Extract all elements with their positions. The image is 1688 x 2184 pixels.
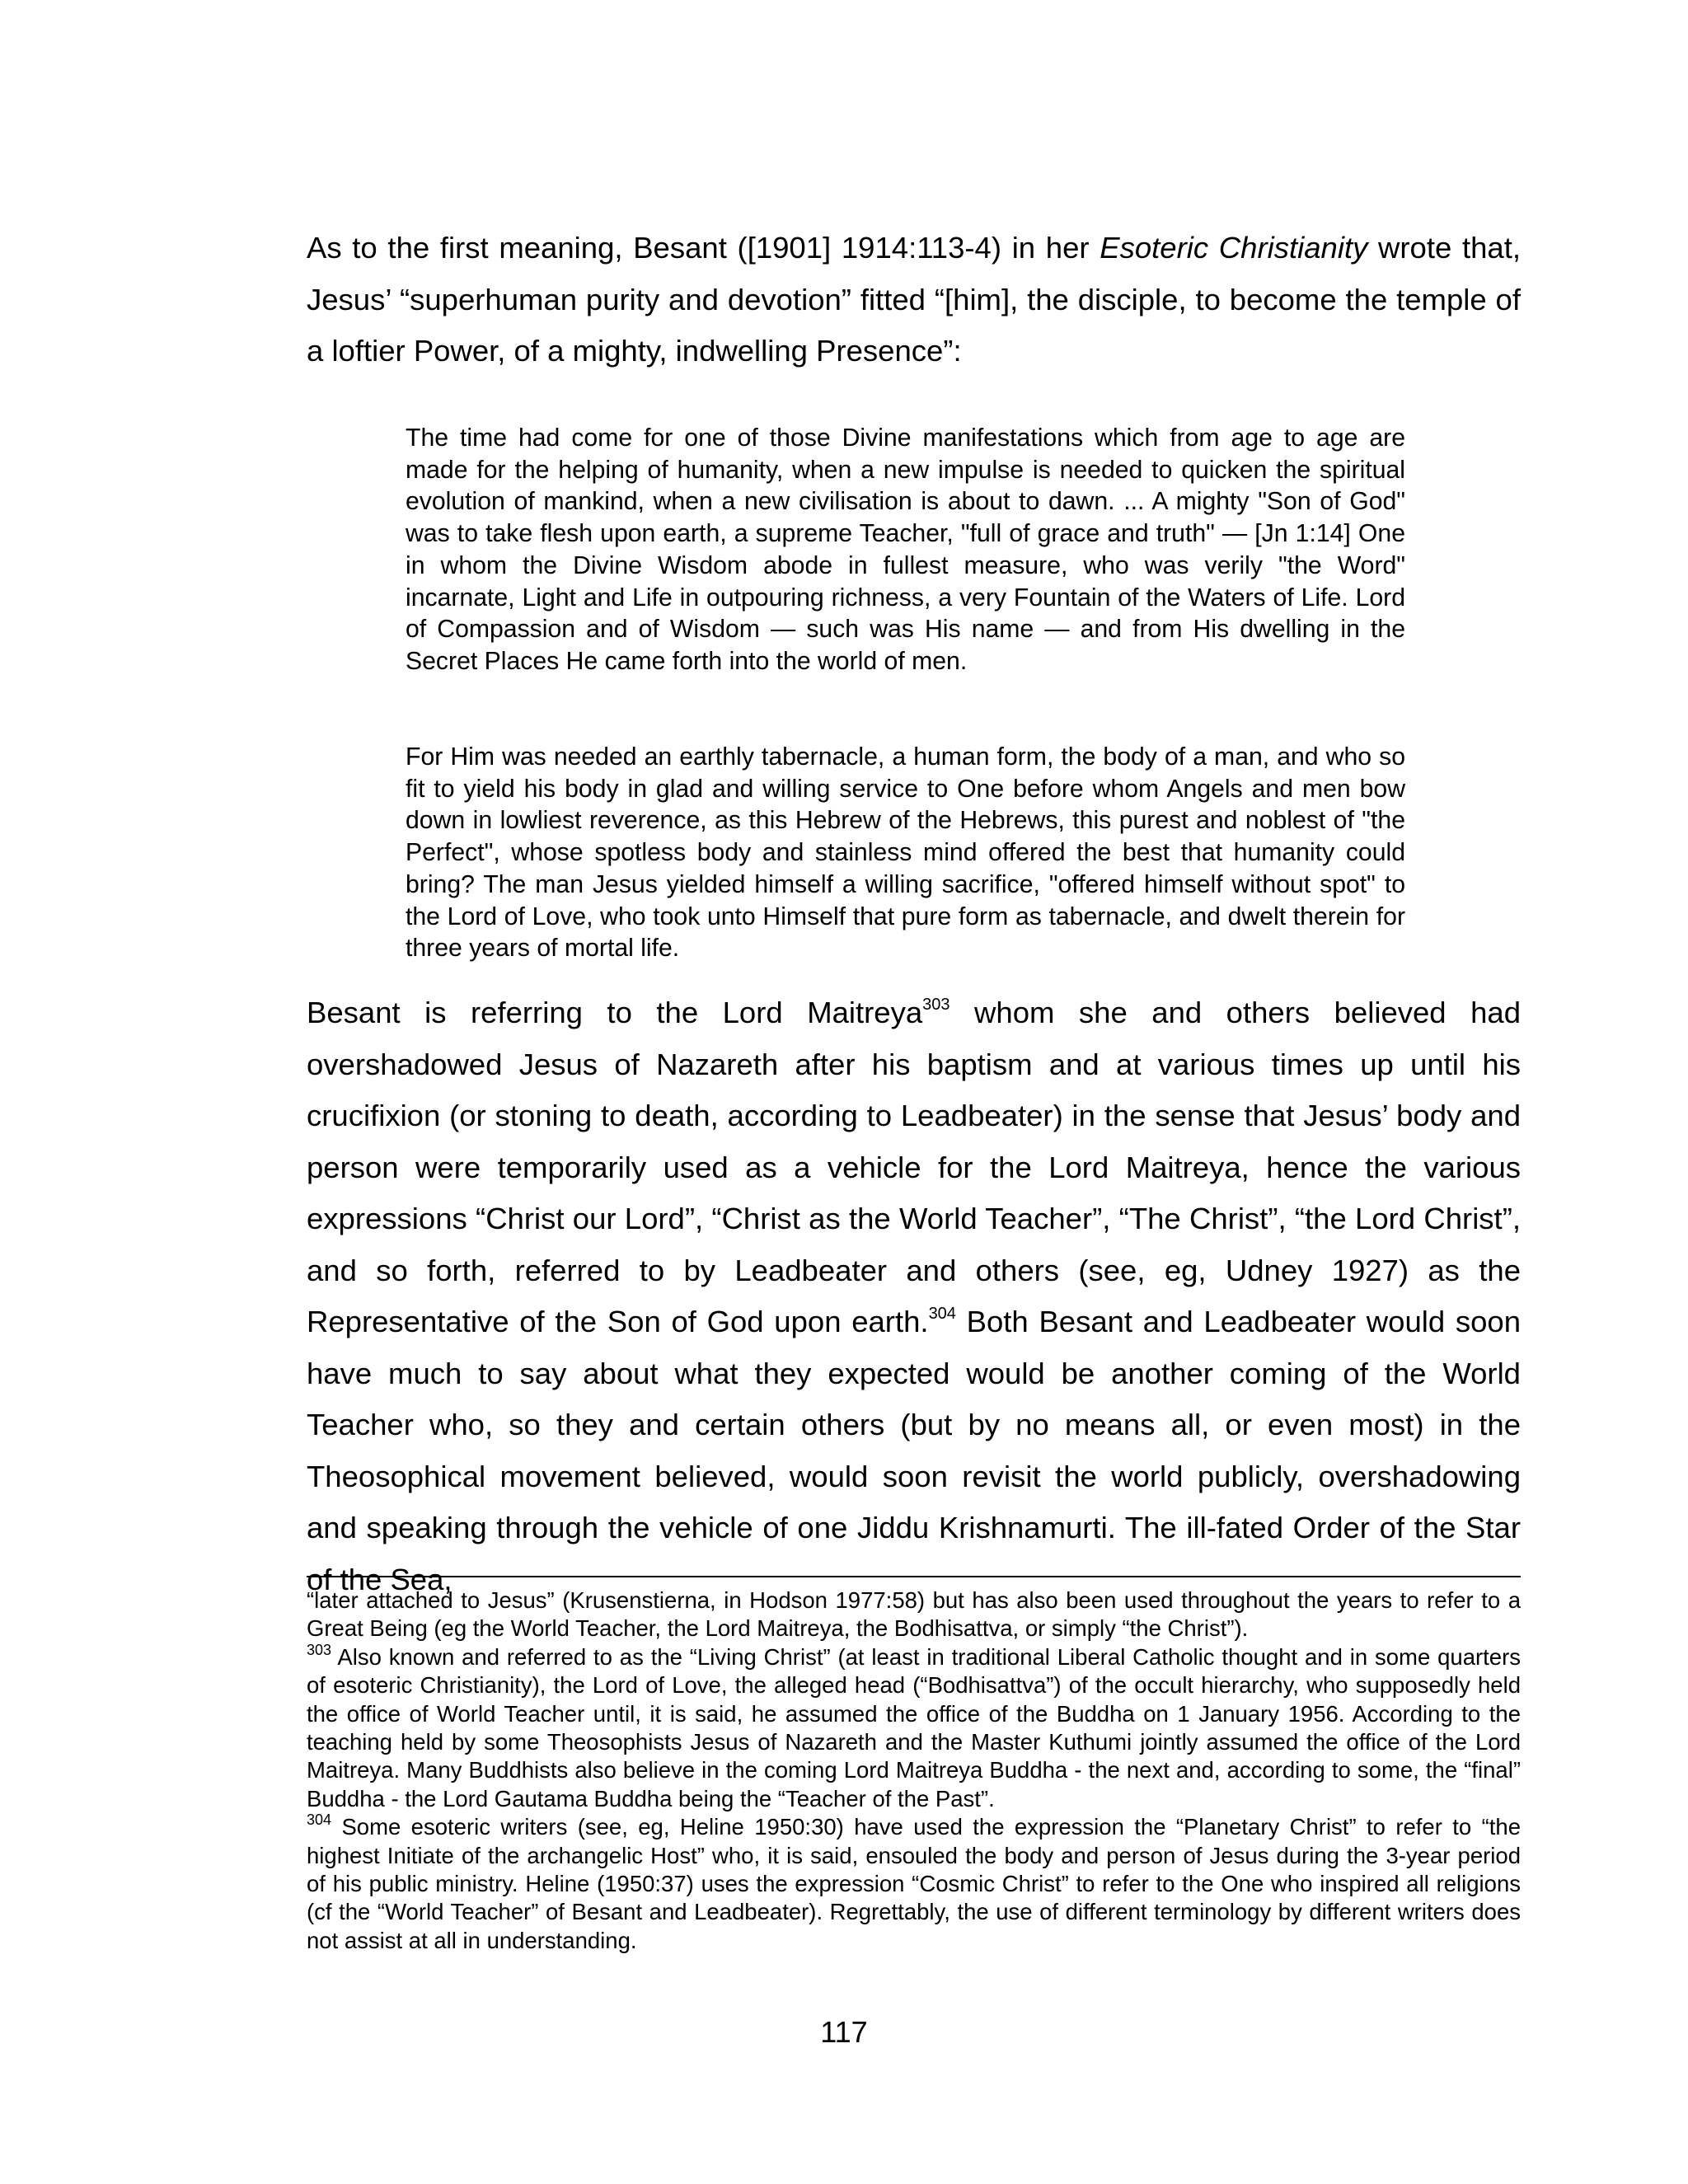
- footnote-304: [307, 1813, 1521, 1955]
- footnote-separator: [307, 1576, 1521, 1577]
- block-quote-paragraph-2: For Him was needed an earthly tabernacle, a human form, the body of a man, and who so fit to yield his body in glad and willing service to One before whom Angels and men bow down in lowliest reverence, as this Hebrew of the Hebrews, this purest and noblest of "the Perfect", whose spotless body and stainless mind offered the best that humanity could bring? The man Jesus yielded himself a willing sacrifice, "offered himself without spot" to the Lord of Love, who took unto Himself that pure form as tabernacle, and dwelt therein for three years of mortal life.: [406, 743, 1405, 963]
- footnote-ref-304[interactable]: 304: [928, 1304, 956, 1323]
- footnotes: [307, 1586, 1521, 1955]
- intro-text-1: As to the first meaning, Besant ([1901] 1914:113-4) in her: [307, 231, 1100, 265]
- page-number: 117: [820, 2015, 868, 2049]
- body-text-1: Besant is referring to the Lord Maitreya: [307, 996, 923, 1029]
- intro-text-2: wrote that, Jesus’ “superhuman purity and devotion” fitted “[him], the disciple, to become the temple of a loftier Power, of a mighty, indwelling Presence”:: [307, 231, 1522, 368]
- block-quote-paragraph-1: The time had come for one of those Divine manifestations which from age to age are made for the helping of humanity, when a new impulse is needed to quicken the spiritual evolution of mankind, when a new civilisation is about to dawn. ... A mighty "Son of God" was to take flesh upon earth, a supreme Teacher, "full of grace and truth" — [Jn 1:14] One in whom the Divine Wisdom abode in fullest measure, who was verily "the Word" incarnate, Light and Life in outpouring richness, a very Fountain of the Waters of Life. Lord of Compassion and of Wisdom — such was His name — and from His dwelling in the Secret Places He came forth into the world of men.: [406, 424, 1405, 675]
- footnote-ref-303[interactable]: 303: [922, 995, 950, 1014]
- footnote-number-304: 304: [307, 1811, 332, 1829]
- body-paragraph: [307, 987, 1521, 1605]
- body-text-3: Both Besant and Leadbeater would soon have much to say about what they expected would be another coming of the World Teacher who, so they and certain others (but by no means all, or even most) in the Theosophical movement believed, would soon revisit the world publicly, overshadowing and speaking through the vehicle of one Jiddu Krishnamurti. The ill-fated Order of the Star of the Sea,: [307, 1305, 1522, 1596]
- footnote-continuation: “later attached to Jesus” (Krusenstierna, in Hodson 1977:58) but has also been used throughout the years to refer to a Great Being (eg the World Teacher, the Lord Maitreya, the Bodhisattva, or simply “the Christ”).: [307, 1587, 1521, 1642]
- footnote-number-303: 303: [307, 1641, 332, 1658]
- footnote-text-304: Some esoteric writers (see, eg, Heline 1950:30) have used the expression the “Planetary Christ” to refer to “the highest Initiate of the archangelic Host” who, it is said, ensouled the body and person of Jesus during the 3-year period of his public ministry. Heline (1950:37) uses the expression “Cosmic Christ” to refer to the One who inspired all religions (cf the “World Teacher” of Besant and Leadbeater). Regrettably, the use of different terminology by different writers does not assist at all in understanding.: [307, 1814, 1521, 1953]
- footnote-text-303: Also known and referred to as the “Living Christ” (at least in traditional Liberal Catholic thought and in some quarters of esoteric Christianity), the Lord of Love, the alleged head (“Bodhisattva”) of the occult hierarchy, who supposedly held the office of World Teacher until, it is said, he assumed the office of the Buddha on 1 January 1956. According to the teaching held by some Theosophists Jesus of Nazareth and the Master Kuthumi jointly assumed the office of the Lord Maitreya. Many Buddhists also believe in the coming Lord Maitreya Buddha - the next and, according to some, the “final” Buddha - the Lord Gautama Buddha being the “Teacher of the Past”.: [307, 1643, 1521, 1811]
- intro-paragraph: [307, 223, 1521, 377]
- footnote-303: [307, 1643, 1521, 1813]
- book-title: Esoteric Christianity: [1100, 231, 1368, 265]
- body-text-2: whom she and others believed had overshadowed Jesus of Nazareth after his baptism and at various times up until his crucifixion (or stoning to death, according to Leadbeater) in the sense that Jesus’ body and person were temporarily used as a vehicle for the Lord Maitreya, hence the various expressions “Christ our Lord”, “Christ as the World Teacher”, “The Christ”, “the Lord Christ”, and so forth, referred to by Leadbeater and others (see, eg, Udney 1927) as the Representative of the Son of God upon earth.: [307, 996, 1521, 1338]
